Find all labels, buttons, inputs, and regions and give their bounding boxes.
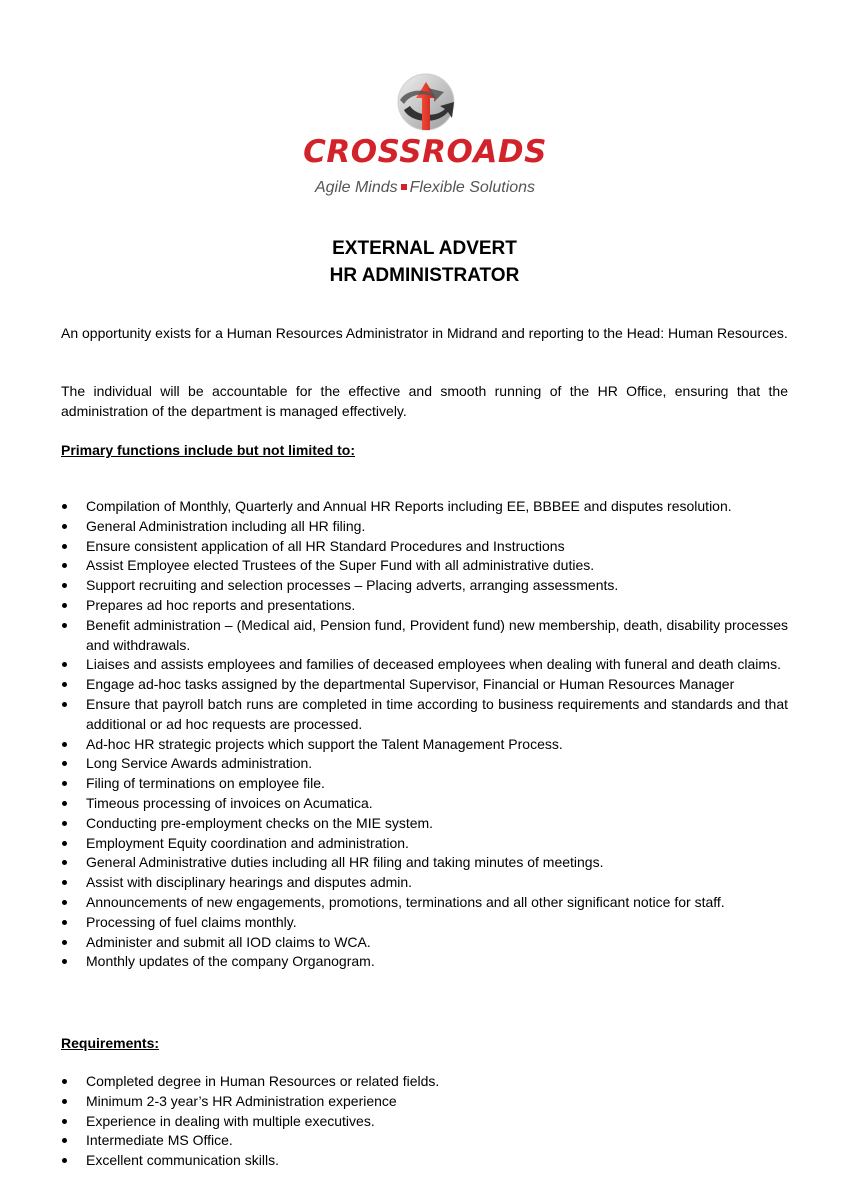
intro-paragraph-1: An opportunity exists for a Human Resources Administrator in Midrand and reporting to the Head: Human Resources. xyxy=(61,325,788,341)
list-item: Prepares ad hoc reports and presentations. xyxy=(61,596,788,616)
list-item: Engage ad-hoc tasks assigned by the departmental Supervisor, Financial or Human Resources Manager xyxy=(61,675,788,695)
requirements-heading: Requirements: xyxy=(61,1035,160,1051)
list-item: Excellent communication skills. xyxy=(61,1151,788,1171)
list-item: Completed degree in Human Resources or related fields. xyxy=(61,1072,788,1092)
list-item: General Administration including all HR filing. xyxy=(61,517,788,537)
tagline-separator xyxy=(401,184,407,190)
job-title: HR ADMINISTRATOR xyxy=(329,265,520,286)
list-item: Intermediate MS Office. xyxy=(61,1131,788,1151)
list-item: Minimum 2-3 year’s HR Administration experience xyxy=(61,1092,788,1112)
list-item: Compilation of Monthly, Quarterly and Annual HR Reports including EE, BBBEE and disputes resolution. xyxy=(61,497,788,517)
list-item: Ad-hoc HR strategic projects which support the Talent Management Process. xyxy=(61,735,788,755)
tagline-right: Flexible Solutions xyxy=(409,179,536,196)
advert-title: EXTERNAL ADVERT xyxy=(332,238,517,259)
list-item: Processing of fuel claims monthly. xyxy=(61,913,788,933)
primary-functions-heading: Primary functions include but not limited to: xyxy=(61,442,356,458)
list-item: Assist Employee elected Trustees of the Super Fund with all administrative duties. xyxy=(61,556,788,576)
logo-tagline xyxy=(294,178,556,198)
list-item: Support recruiting and selection processes – Placing adverts, arranging assessments. xyxy=(61,576,788,596)
list-item: Ensure consistent application of all HR Standard Procedures and Instructions xyxy=(61,537,788,557)
list-item: Filing of terminations on employee file. xyxy=(61,774,788,794)
company-logo xyxy=(294,68,556,200)
list-item: Employment Equity coordination and administration. xyxy=(61,834,788,854)
list-item: Benefit administration – (Medical aid, Pension fund, Provident fund) new membership, death, disability processes and withdrawals. xyxy=(61,616,788,656)
list-item: Ensure that payroll batch runs are completed in time according to business requirements and standards and that additional or ad hoc requests are processed. xyxy=(61,695,788,735)
logo-wordmark: CROSSROADS xyxy=(303,134,547,170)
primary-functions-list xyxy=(61,497,788,972)
tagline-left: Agile Minds xyxy=(314,179,398,196)
list-item: Long Service Awards administration. xyxy=(61,754,788,774)
list-item: Assist with disciplinary hearings and disputes admin. xyxy=(61,873,788,893)
list-item: General Administrative duties including all HR filing and taking minutes of meetings. xyxy=(61,853,788,873)
list-item: Monthly updates of the company Organogram. xyxy=(61,952,788,972)
crossroads-arrows-logo-icon xyxy=(392,70,460,134)
list-item: Administer and submit all IOD claims to WCA. xyxy=(61,933,788,953)
list-item: Timeous processing of invoices on Acumatica. xyxy=(61,794,788,814)
list-item: Announcements of new engagements, promotions, terminations and all other significant notice for staff. xyxy=(61,893,788,913)
list-item: Experience in dealing with multiple executives. xyxy=(61,1112,788,1132)
intro-paragraph-2: The individual will be accountable for the effective and smooth running of the HR Office, ensuring that the administration of the department is managed effectively. xyxy=(61,383,788,419)
requirements-list xyxy=(61,1072,788,1171)
list-item: Liaises and assists employees and families of deceased employees when dealing with funeral and death claims. xyxy=(61,655,788,675)
list-item: Conducting pre-employment checks on the MIE system. xyxy=(61,814,788,834)
